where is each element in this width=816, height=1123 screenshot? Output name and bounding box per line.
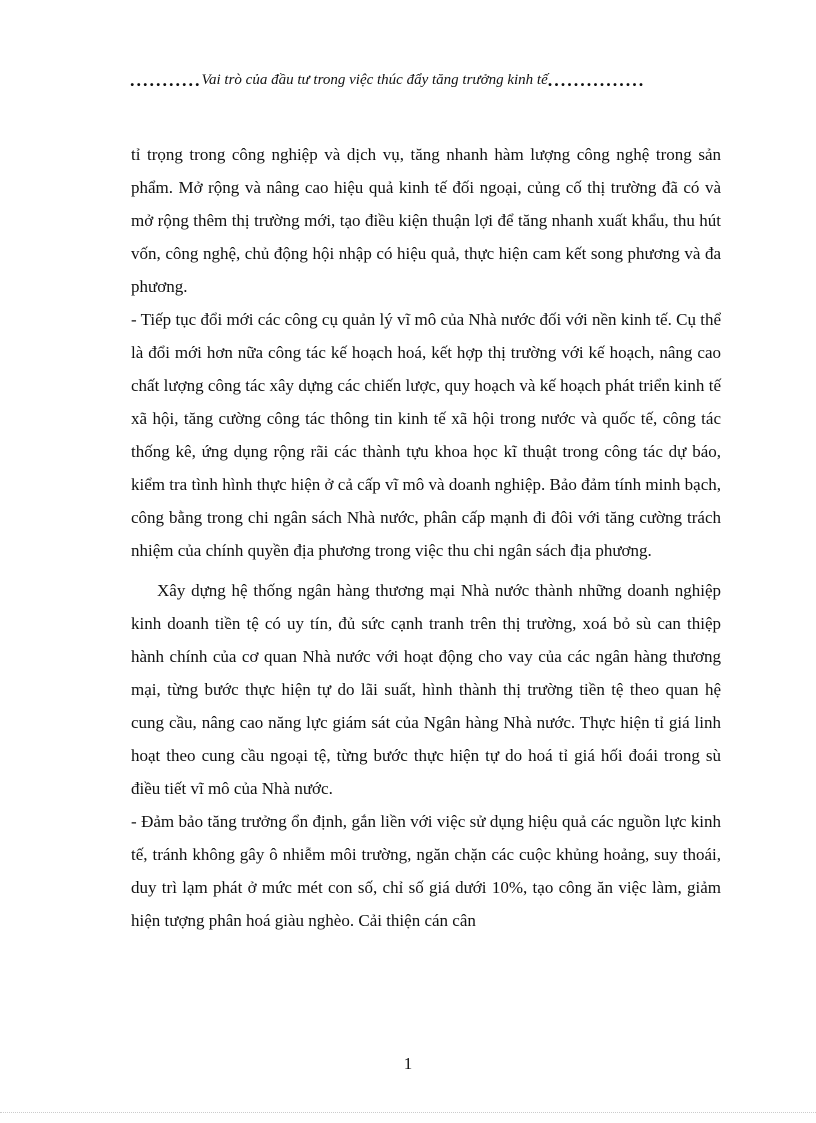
document-body xyxy=(131,138,721,937)
header-right-dots: ............... xyxy=(547,70,646,90)
page-number: 1 xyxy=(403,1054,413,1073)
paragraph-3: Xây dựng hệ thống ngân hàng thương mại Nhà nước thành những doanh nghiệp kinh doanh tiền tệ có uy tín, đủ sức cạnh tranh trên thị trường, xoá bỏ sù can thiệp hành chính của cơ quan Nhà nước với hoạt động cho vay của các ngân hàng thương mại, từng bước thực hiện tự do lãi suất, hình thành thị trường tiền tệ theo quan hệ cung cầu, nâng cao năng lực giám sát của Ngân hàng Nhà nước. Thực hiện tỉ giá linh hoạt theo cung cầu ngoại tệ, từng bước thực hiện tự do hoá tỉ giá hối đoái trong sù điều tiết vĩ mô của Nhà nước. xyxy=(131,581,721,798)
running-header xyxy=(130,70,720,90)
footer-divider xyxy=(0,1112,816,1113)
paragraph-4: - Đảm bảo tăng trưởng ổn định, gắn liền với việc sử dụng hiệu quả các nguồn lực kinh tế, tránh không gây ô nhiễm môi trường, ngăn chặn các cuộc khủng hoảng, suy thoái, duy trì lạm phát ở mức mét con số, chỉ số giá dưới 10%, tạo công ăn việc làm, giảm hiện tượng phân hoá giàu nghèo. Cải thiện cán cân xyxy=(131,812,721,930)
paragraph-2: - Tiếp tục đổi mới các công cụ quản lý vĩ mô của Nhà nước đối với nền kinh tế. Cụ thể là đổi mới hơn nữa công tác kế hoạch hoá, kết hợp thị trường với kế hoạch, nâng cao chất lượng công tác xây dựng các chiến lược, quy hoạch và kế hoạch phát triển kinh tế xã hội, tăng cường công tác thông tin kinh tế xã hội trong nước và quốc tế, công tác thống kê, ứng dụng rộng rãi các thành tựu khoa học kĩ thuật trong công tác dự báo, kiểm tra tình hình thực hiện ở cả cấp vĩ mô và doanh nghiệp. Bảo đảm tính minh bạch, công bằng trong chi ngân sách Nhà nước, phân cấp mạnh đi đôi với tăng cường trách nhiệm của chính quyền địa phương trong việc thu chi ngân sách địa phương. xyxy=(131,310,721,560)
header-title: Vai trò của đầu tư trong việc thúc đẩy tăng trưởng kinh tế xyxy=(201,72,548,88)
paragraph-1: tỉ trọng trong công nghiệp và dịch vụ, tăng nhanh hàm lượng công nghệ trong sản phẩm. Mở rộng và nâng cao hiệu quả kinh tế đối ngoại, củng cố thị trường đã có và mở rộng thêm thị trường mới, tạo điều kiện thuận lợi để tăng nhanh xuất khẩu, thu hút vốn, công nghệ, chủ động hội nhập có hiệu quả, thực hiện cam kết song phương và đa phương. xyxy=(131,145,721,296)
header-left-dots: ........... xyxy=(130,70,202,90)
